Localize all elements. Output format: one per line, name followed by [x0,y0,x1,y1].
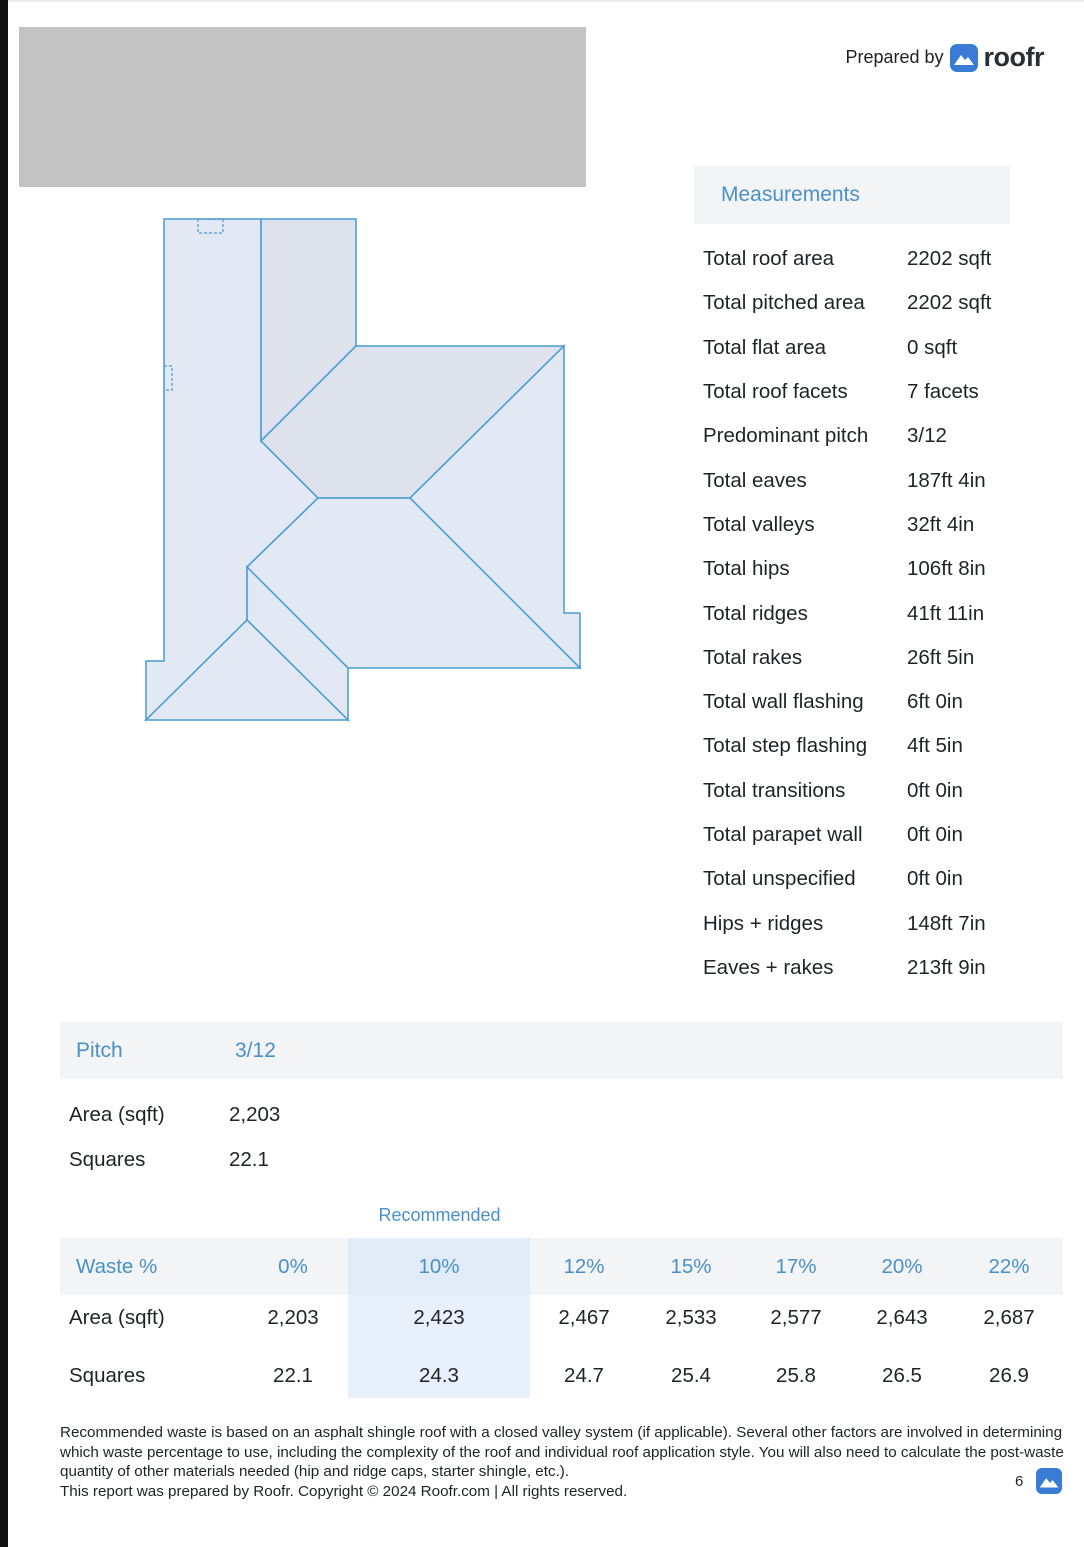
roofr-footer-icon [1036,1468,1062,1494]
waste-squares-cell: 22.1 [273,1364,313,1387]
waste-squares-cell: 26.9 [989,1364,1029,1387]
measurement-value: 4ft 5in [907,734,963,758]
measurement-value: 0ft 0in [907,778,963,802]
measurement-row [703,901,991,945]
measurement-value: 26ft 5in [907,645,975,669]
measurement-row [703,769,991,813]
waste-disclaimer: Recommended waste is based on an asphalt shingle roof with a closed valley system (if applicable). Several other factors are involved in determining which waste percentage to use, including the complexity of the roof and individual roof application style. You will also need to calculate the post-waste quantity of other materials needed (hip and ridge caps, starter shingle, etc.). [60,1424,1064,1480]
measurement-row [703,458,991,502]
waste-area-cell: 2,467 [558,1306,610,1329]
roof-diagram [140,210,590,730]
waste-pct-cell: 0% [278,1255,308,1278]
measurement-label: Total rakes [703,645,803,669]
pitch-squares-label: Squares [69,1148,146,1171]
measurement-value: 106ft 8in [907,557,986,581]
waste-pct-cell: 12% [563,1255,605,1278]
waste-squares-cell: 25.8 [776,1364,816,1387]
waste-squares-cell: 24.3 [419,1364,459,1387]
measurements-table [703,237,991,990]
measurement-label: Predominant pitch [703,424,869,448]
measurement-label: Total roof area [703,247,835,271]
prepared-by-label: Prepared by [845,47,944,67]
measurement-label: Eaves + rakes [703,955,834,979]
measurement-row [703,591,991,635]
measurement-row [703,636,991,680]
measurement-value: 0ft 0in [907,867,963,891]
measurement-value: 41ft 11in [907,601,985,625]
measurements-title: Measurements [721,183,860,206]
measurement-label: Total parapet wall [703,823,863,846]
pitch-area-value: 2,203 [229,1103,281,1126]
roofr-mountain-icon [950,44,978,72]
measurement-value: 7 facets [907,380,979,404]
waste-squares-cell: 25.4 [671,1364,711,1387]
measurement-label: Total pitched area [703,291,865,315]
measurement-row [703,370,991,414]
waste-pct-cell: 20% [881,1255,923,1278]
waste-area-cell: 2,533 [665,1306,717,1329]
pitch-label: Pitch [76,1039,123,1062]
waste-squares-cell: 26.5 [882,1364,922,1387]
top-divider [8,0,1084,2]
page-number: 6 [1015,1473,1024,1490]
measurement-value: 32ft 4in [907,512,975,536]
waste-pct-cell: 17% [775,1255,817,1278]
pitch-area-row [69,1103,281,1127]
measurement-row [703,326,991,370]
measurement-label: Total flat area [703,335,827,359]
measurement-value: 6ft 0in [907,690,963,714]
footnote [60,1423,1070,1501]
pitch-squares-value: 22.1 [229,1148,269,1171]
measurement-value: 3/12 [907,424,947,448]
measurement-label: Total wall flashing [703,690,864,714]
waste-squares-label: Squares [69,1364,146,1387]
measurement-row [703,547,991,591]
waste-pct-label: Waste % [76,1255,158,1278]
measurement-label: Total transitions [703,778,846,802]
measurement-value: 187ft 4in [907,468,986,492]
measurement-value: 213ft 9in [907,955,986,979]
measurement-value: 0ft 0in [907,823,963,846]
waste-pct-cell: 22% [988,1255,1030,1278]
redacted-address-block [19,27,586,187]
measurement-label: Total valleys [703,512,815,536]
measurement-row [703,813,991,857]
measurement-label: Total unspecified [703,867,856,891]
waste-area-cell: 2,643 [876,1306,928,1329]
prepared-by [845,42,1044,73]
measurements-header [694,166,1010,224]
measurement-row [703,237,991,281]
waste-pct-cell: 10% [418,1255,460,1278]
measurement-value: 0 sqft [907,335,958,359]
pitch-header [60,1022,1063,1079]
waste-area-cell: 2,203 [267,1306,319,1329]
pitch-squares-row [69,1148,269,1172]
pitch-value: 3/12 [235,1039,276,1062]
measurement-label: Total roof facets [703,380,848,404]
recommended-label: Recommended [378,1205,501,1225]
measurement-row [703,724,991,768]
waste-area-cell: 2,577 [770,1306,822,1329]
waste-area-cell: 2,687 [983,1306,1035,1329]
left-edge-strip [0,0,8,1547]
waste-table [60,1238,1063,1398]
measurement-label: Total step flashing [703,734,868,758]
measurement-value: 148ft 7in [907,911,986,935]
measurement-value: 2202 sqft [907,291,992,315]
measurement-row [703,503,991,547]
measurement-label: Total eaves [703,468,807,492]
measurement-row [703,281,991,325]
pitch-area-label: Area (sqft) [69,1103,165,1126]
measurement-label: Total ridges [703,601,808,625]
measurement-row [703,680,991,724]
waste-area-label: Area (sqft) [69,1306,165,1329]
measurement-row [703,414,991,458]
waste-pct-cell: 15% [670,1255,712,1278]
measurement-label: Hips + ridges [703,911,824,935]
measurement-row [703,857,991,901]
measurement-label: Total hips [703,557,790,581]
copyright-notice: This report was prepared by Roofr. Copyright © 2024 Roofr.com | All rights reserved. [60,1482,628,1500]
waste-squares-cell: 24.7 [564,1364,604,1387]
roofr-logo-text: roofr [983,42,1044,72]
measurement-value: 2202 sqft [907,247,992,271]
waste-area-cell: 2,423 [413,1306,465,1329]
measurement-row [703,946,991,990]
